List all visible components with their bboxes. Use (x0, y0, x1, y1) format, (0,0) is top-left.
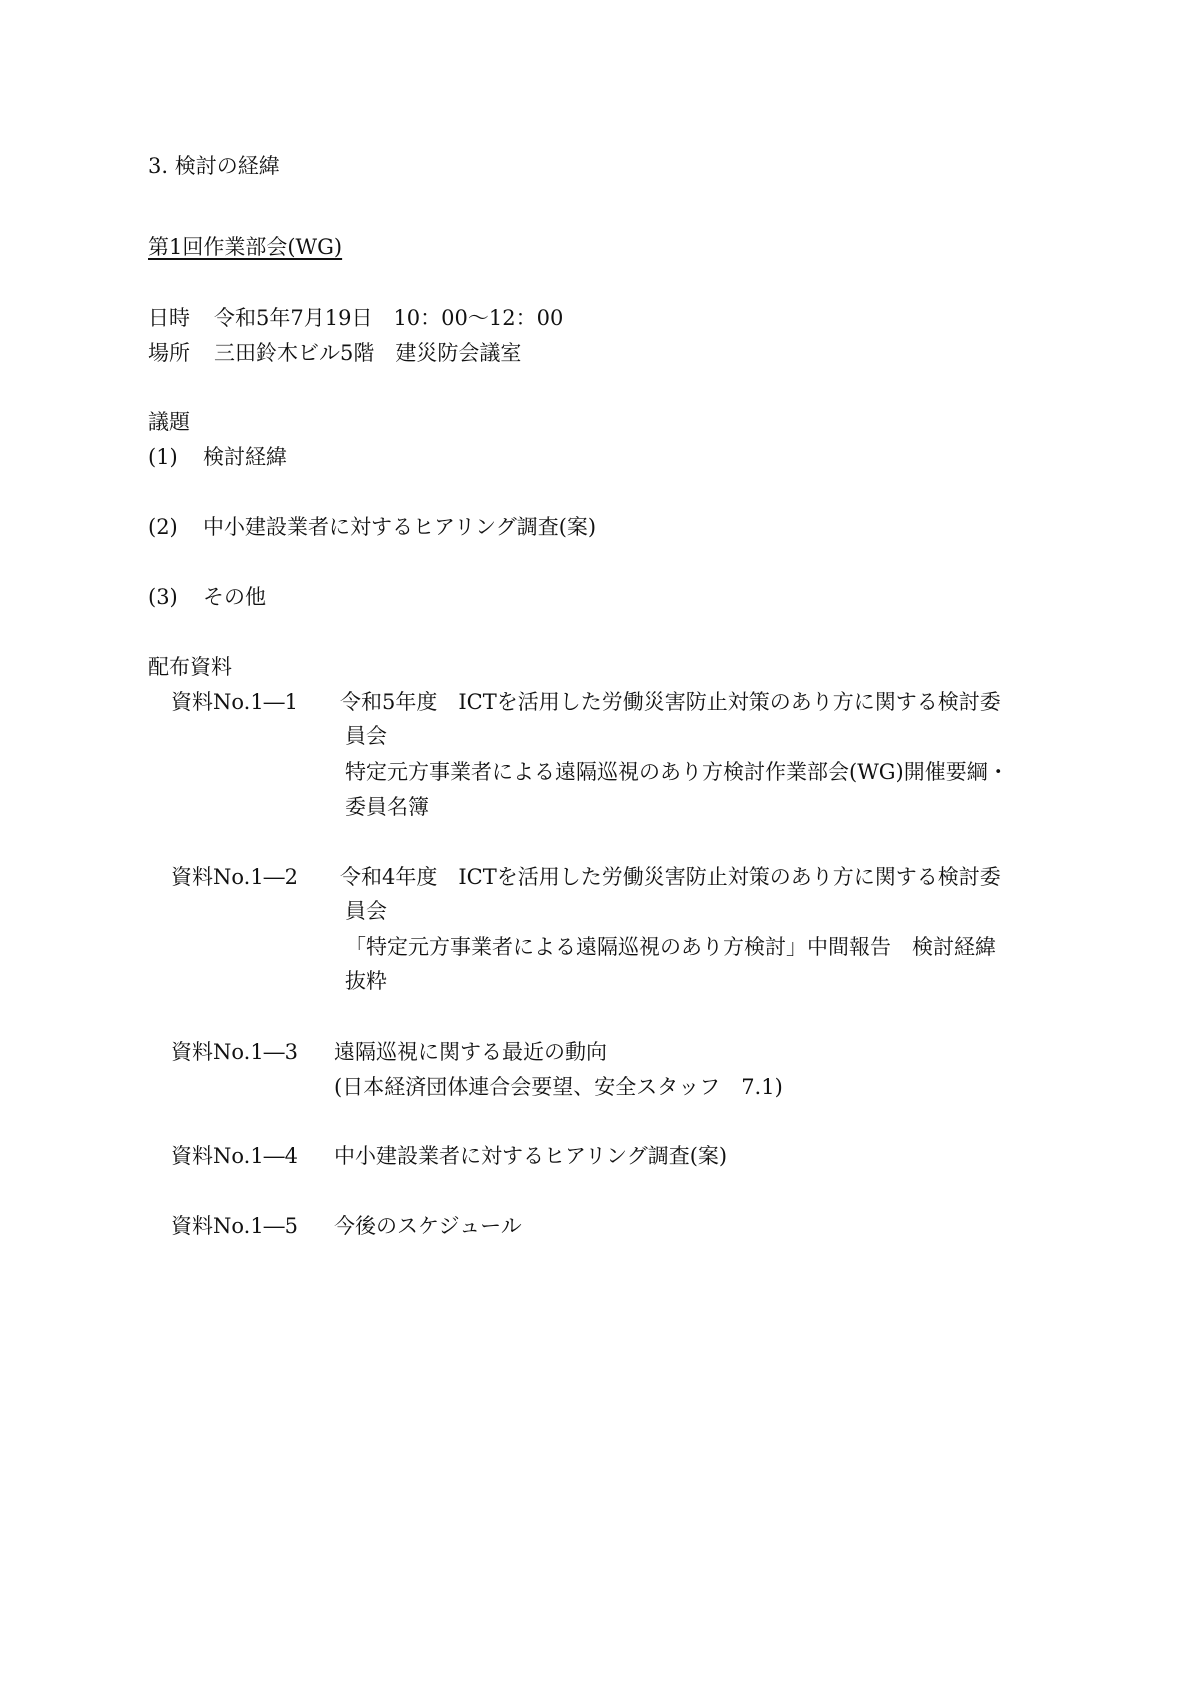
material-1-line-1: 令和5年度 ICTを活用した労働災害防止対策のあり方に関する検討委 (340, 690, 1001, 714)
material-2-line-1: 令和4年度 ICTを活用した労働災害防止対策のあり方に関する検討委 (340, 865, 1001, 889)
material-5-id: 資料No.1―5 (171, 1214, 299, 1238)
meeting-title: 第1回作業部会(WG) (148, 235, 343, 259)
material-4-id: 資料No.1―4 (171, 1144, 299, 1168)
material-3-line-1: 遠隔巡視に関する最近の動向 (334, 1040, 607, 1064)
material-2-id: 資料No.1―2 (171, 865, 299, 889)
material-2-line-4: 抜粋 (345, 969, 387, 993)
material-1-line-3: 特定元方事業者による遠隔巡視のあり方検討作業部会(WG)開催要綱・ (345, 760, 1009, 784)
material-3-id: 資料No.1―3 (171, 1040, 299, 1064)
place-value: 三田鈴木ビル5階 建災防会議室 (214, 341, 522, 365)
agenda-item-2-text: 中小建設業者に対するヒアリング調査(案) (203, 515, 597, 539)
material-5-line-1: 今後のスケジュール (334, 1214, 522, 1238)
agenda-item-3-number: (3) (148, 585, 178, 609)
material-1-id: 資料No.1―1 (171, 690, 299, 714)
material-1-line-2: 員会 (345, 724, 387, 748)
agenda-item-2-number: (2) (148, 515, 178, 539)
datetime-value: 令和5年7月19日 10：00～12：00 (214, 306, 564, 330)
materials-heading: 配布資料 (148, 655, 232, 679)
material-2-line-3: 「特定元方事業者による遠隔巡視のあり方検討」中間報告 検討経緯 (345, 935, 996, 959)
agenda-item-1-text: 検討経緯 (203, 445, 287, 469)
material-1-line-4: 委員名簿 (345, 795, 429, 819)
agenda-heading: 議題 (148, 410, 190, 434)
agenda-item-3-text: その他 (203, 585, 266, 609)
place-label: 場所 (148, 341, 190, 365)
material-3-line-2: (日本経済団体連合会要望、安全スタッフ 7.1) (334, 1075, 783, 1099)
material-2-line-2: 員会 (345, 899, 387, 923)
agenda-item-1-number: (1) (148, 445, 178, 469)
datetime-label: 日時 (148, 306, 190, 330)
material-4-line-1: 中小建設業者に対するヒアリング調査(案) (334, 1144, 728, 1168)
section-heading: 3. 検討の経緯 (148, 154, 280, 178)
